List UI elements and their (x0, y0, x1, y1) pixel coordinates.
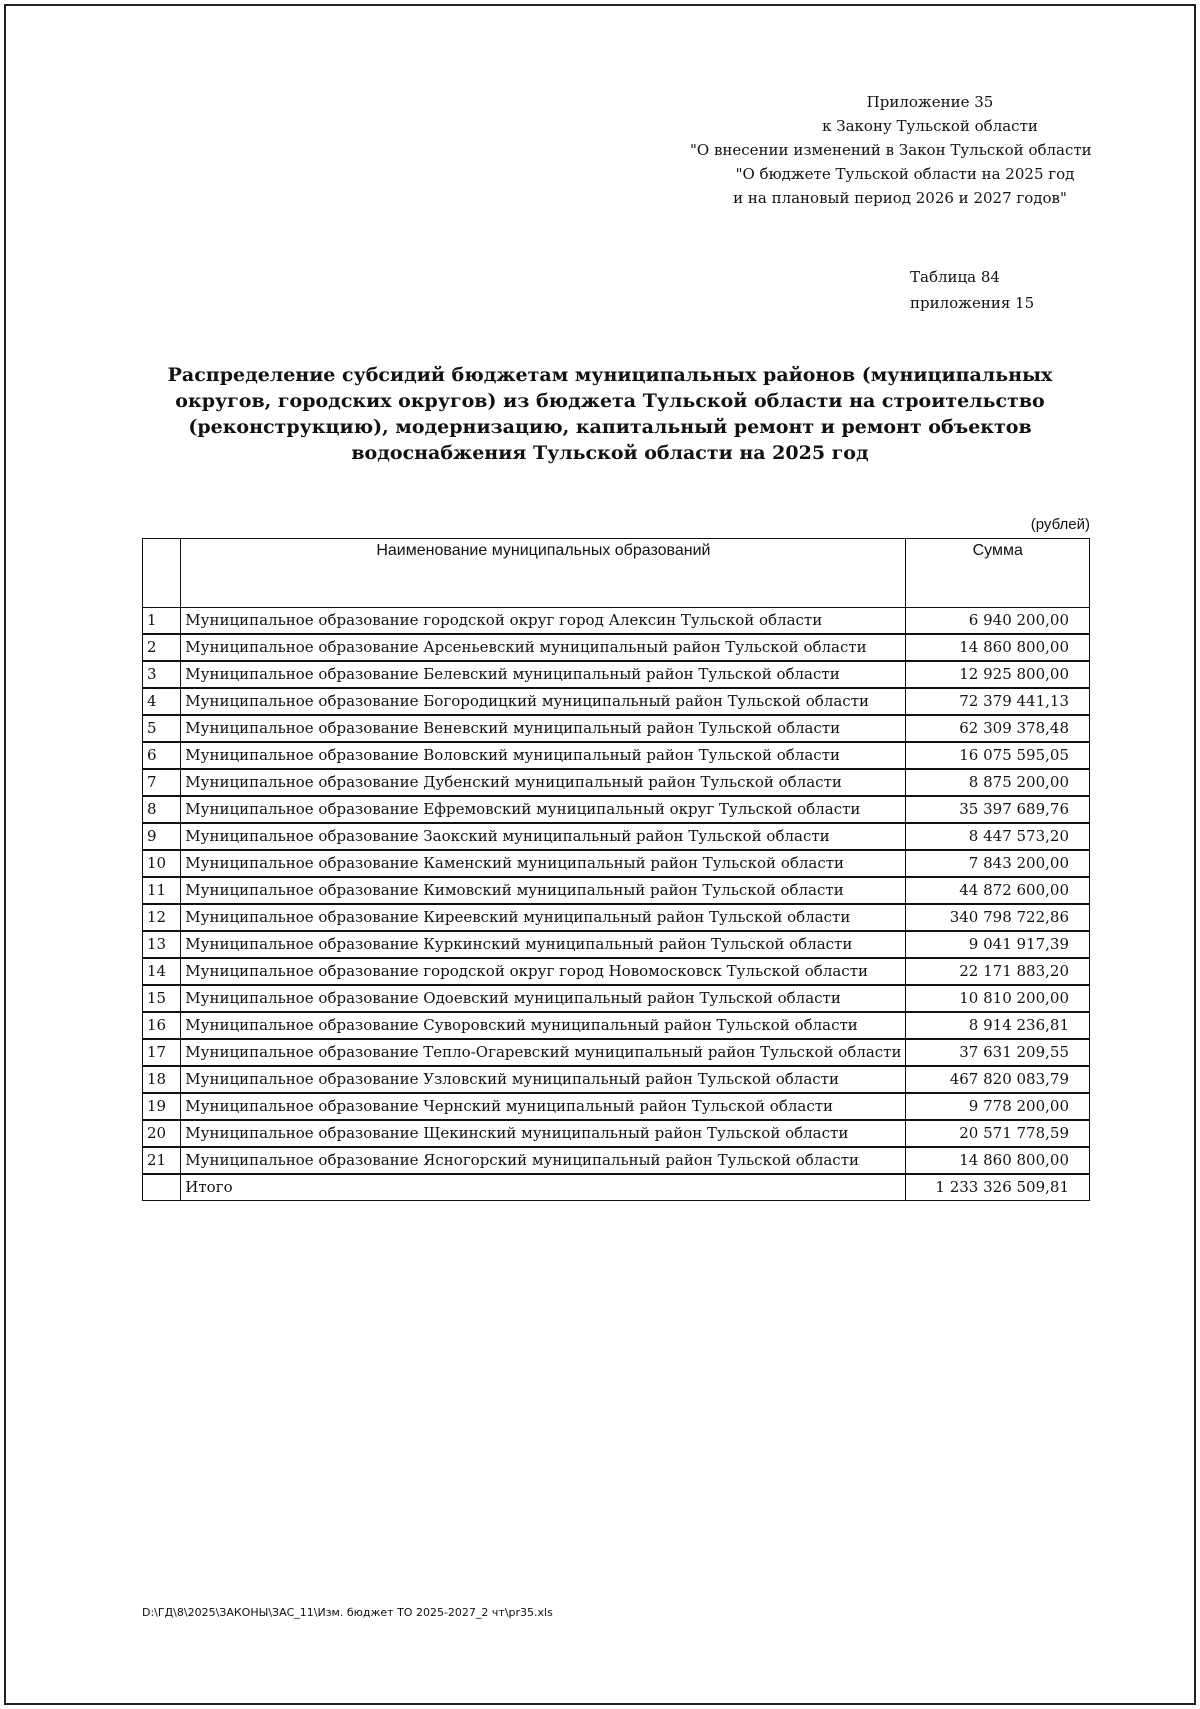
row-name: Муниципальное образование Ефремовский муниципальный округ Тульской области (181, 796, 906, 823)
appendix-header (690, 90, 1090, 210)
row-sum: 9 778 200,00 (906, 1093, 1090, 1120)
row-sum: 1 233 326 509,81 (906, 1174, 1090, 1201)
row-number: 1 (143, 608, 181, 635)
subsidy-table (142, 538, 1090, 1201)
row-number: 19 (143, 1093, 181, 1120)
table-body (143, 608, 1090, 1201)
row-name: Муниципальное образование Щекинский муниципальный район Тульской области (181, 1120, 906, 1147)
row-name: Муниципальное образование Дубенский муниципальный район Тульской области (181, 769, 906, 796)
header-name: Наименование муниципальных образований (181, 539, 906, 608)
row-sum: 35 397 689,76 (906, 796, 1090, 823)
row-name: Муниципальное образование Суворовский муниципальный район Тульской области (181, 1012, 906, 1039)
appendix-plan-period: и на плановый период 2026 и 2027 годов" (733, 189, 1067, 207)
row-number: 5 (143, 715, 181, 742)
appendix-number: Приложение 35 (866, 93, 994, 111)
row-name: Муниципальное образование Арсеньевский муниципальный район Тульской области (181, 634, 906, 661)
table-row (143, 661, 1090, 688)
row-sum: 14 860 800,00 (906, 634, 1090, 661)
table-row (143, 1066, 1090, 1093)
row-sum: 44 872 600,00 (906, 877, 1090, 904)
row-sum: 8 447 573,20 (906, 823, 1090, 850)
row-number: 14 (143, 958, 181, 985)
table-row (143, 850, 1090, 877)
row-name: Муниципальное образование Белевский муниципальный район Тульской области (181, 661, 906, 688)
appendix-budget-law: "О бюджете Тульской области на 2025 год (735, 165, 1075, 183)
table-reference (910, 264, 1034, 316)
table-row (143, 608, 1090, 635)
row-name: Муниципальное образование Кимовский муниципальный район Тульской области (181, 877, 906, 904)
row-name: Муниципальное образование Богородицкий муниципальный район Тульской области (181, 688, 906, 715)
table-row (143, 1039, 1090, 1066)
units-label: (рублей) (1030, 516, 1090, 533)
row-number: 12 (143, 904, 181, 931)
table-row (143, 688, 1090, 715)
row-number: 3 (143, 661, 181, 688)
row-name: Муниципальное образование Воловский муниципальный район Тульской области (181, 742, 906, 769)
table-row (143, 1093, 1090, 1120)
row-number: 18 (143, 1066, 181, 1093)
row-name: Муниципальное образование Одоевский муниципальный район Тульской области (181, 985, 906, 1012)
header-num (143, 539, 181, 608)
row-name: Итого (181, 1174, 906, 1201)
row-number: 20 (143, 1120, 181, 1147)
row-number: 6 (143, 742, 181, 769)
table-row (143, 958, 1090, 985)
row-number: 2 (143, 634, 181, 661)
row-number: 8 (143, 796, 181, 823)
row-name: Муниципальное образование Ясногорский муниципальный район Тульской области (181, 1147, 906, 1174)
table-row (143, 769, 1090, 796)
row-sum: 7 843 200,00 (906, 850, 1090, 877)
row-sum: 72 379 441,13 (906, 688, 1090, 715)
row-name: Муниципальное образование Куркинский муниципальный район Тульской области (181, 931, 906, 958)
table-row (143, 823, 1090, 850)
document-title: Распределение субсидий бюджетам муниципальных районов (муниципальных округов, городских округов) из бюджета Тульской области на строительство (реконструкцию), модернизацию, капитальный ремонт и ремонт объектов водоснабжения Тульской области на 2025 год (167, 364, 1053, 464)
table-header-row (143, 539, 1090, 608)
table-row (143, 715, 1090, 742)
table-row (143, 1012, 1090, 1039)
row-sum: 9 041 917,39 (906, 931, 1090, 958)
header-sum: Сумма (906, 539, 1090, 608)
table-row (143, 634, 1090, 661)
row-sum: 14 860 800,00 (906, 1147, 1090, 1174)
row-sum: 62 309 378,48 (906, 715, 1090, 742)
table-row (143, 796, 1090, 823)
table-row (143, 931, 1090, 958)
row-number: 15 (143, 985, 181, 1012)
row-name: Муниципальное образование Узловский муниципальный район Тульской области (181, 1066, 906, 1093)
row-number: 4 (143, 688, 181, 715)
table-number: Таблица 84 (910, 268, 1000, 286)
row-number: 7 (143, 769, 181, 796)
appendix-law-ref: к Закону Тульской области (822, 117, 1038, 135)
row-number (143, 1174, 181, 1201)
row-number: 10 (143, 850, 181, 877)
row-name: Муниципальное образование Тепло-Огаревский муниципальный район Тульской области (181, 1039, 906, 1066)
row-name: Муниципальное образование Веневский муниципальный район Тульской области (181, 715, 906, 742)
table-total-row (143, 1174, 1090, 1201)
row-number: 9 (143, 823, 181, 850)
row-number: 11 (143, 877, 181, 904)
row-sum: 340 798 722,86 (906, 904, 1090, 931)
table-row (143, 904, 1090, 931)
file-path: D:\ГД\8\2025\ЗАКОНЫ\ЗАС_11\Изм. бюджет ТО 2025-2027_2 чт\pr35.xls (142, 1606, 553, 1619)
row-sum: 8 914 236,81 (906, 1012, 1090, 1039)
appendix-law-title: "О внесении изменений в Закон Тульской области (690, 141, 1092, 159)
row-sum: 16 075 595,05 (906, 742, 1090, 769)
table-row (143, 742, 1090, 769)
row-name: Муниципальное образование городской округ город Новомосковск Тульской области (181, 958, 906, 985)
row-sum: 6 940 200,00 (906, 608, 1090, 635)
row-number: 16 (143, 1012, 181, 1039)
row-number: 21 (143, 1147, 181, 1174)
row-name: Муниципальное образование Заокский муниципальный район Тульской области (181, 823, 906, 850)
row-sum: 10 810 200,00 (906, 985, 1090, 1012)
row-name: Муниципальное образование Чернский муниципальный район Тульской области (181, 1093, 906, 1120)
row-name: Муниципальное образование Каменский муниципальный район Тульской области (181, 850, 906, 877)
row-name: Муниципальное образование Киреевский муниципальный район Тульской области (181, 904, 906, 931)
row-number: 13 (143, 931, 181, 958)
row-sum: 12 925 800,00 (906, 661, 1090, 688)
row-sum: 37 631 209,55 (906, 1039, 1090, 1066)
table-row (143, 1120, 1090, 1147)
table-row (143, 877, 1090, 904)
row-sum: 467 820 083,79 (906, 1066, 1090, 1093)
row-sum: 20 571 778,59 (906, 1120, 1090, 1147)
row-sum: 8 875 200,00 (906, 769, 1090, 796)
row-number: 17 (143, 1039, 181, 1066)
table-appendix: приложения 15 (910, 294, 1035, 312)
row-sum: 22 171 883,20 (906, 958, 1090, 985)
table-row (143, 1147, 1090, 1174)
table-row (143, 985, 1090, 1012)
row-name: Муниципальное образование городской округ город Алексин Тульской области (181, 608, 906, 635)
